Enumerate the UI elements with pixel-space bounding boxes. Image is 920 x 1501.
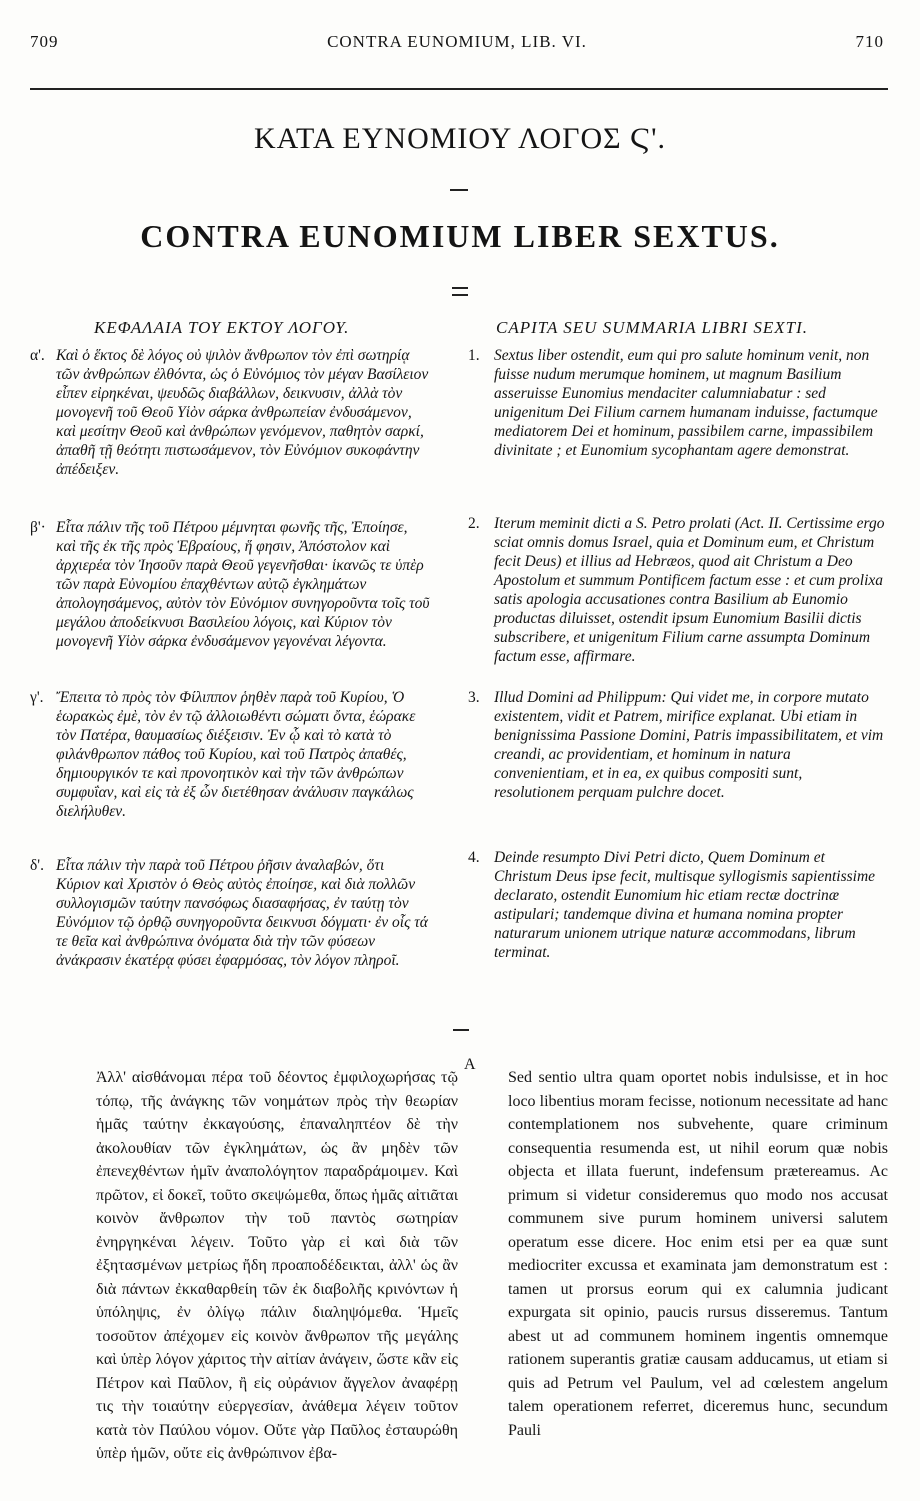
item-number: α'. <box>30 347 45 364</box>
running-head <box>30 32 884 60</box>
item-text: Εἶτα πάλιν τῆς τοῦ Πέτρου μέμνηται φωνῆς τῆς, Ἐποίησε, καὶ τῆς ἐκ τῆς πρὸς Ἑβραίους, ἥ φησιν, Ἀπόστολον καὶ ἀρχιερέα τὸν Ἰησοῦν παρὰ Θεοῦ γεγενῆσθαι· ἱκανῶς τε ὑπὲρ τῶν παρὰ Εὐνομίου ἐπαχθέντων αὐτῷ ἐγκλημάτων ἀπολογησάμενος, αὐτὸν τὸν Εὐνόμιον συνηγοροῦντα τοῖς τοῦ μεγάλου ἀποδείκνυσι Βασιλείου λόγοις, καὶ Κύριον τὸν μονογενῆ Υἱὸν σάρκα ἐνδυσάμενον γεγονέναι λέγοντα. <box>56 519 430 650</box>
greek-book-title: ΚΑΤΑ ΕΥΝΟΜΙΟΥ ΛΟΓΟΣ Ϛ'. <box>253 122 667 155</box>
title-divider <box>452 287 468 289</box>
item-text: Καὶ ὁ ἕκτος δὲ λόγος οὐ ψιλὸν ἄνθρωπον τὸν ἐπὶ σωτηρίᾳ τῶν ἀνθρώπων ἐλθόντα, ὡς ὁ Εὐνόμιος τὸν μέγαν Βασίλειον εἶπεν εἰρηκέναι, ψευδῶς διαβάλλων, δεικνυσιν, ἀλλὰ τὸν μονογενῆ τοῦ Θεοῦ Υἱὸν σάρκα ἀνθρωπείαν ἐνδυσάμενον, καὶ μεσίτην Θεοῦ καὶ ἀνθρώπων γενόμενον, παθητὸν σαρκί, ἀπαθῆ τῇ θεότητι πιστωσάμενον, τὸν Εὐνόμιον συκοφάντην ἀπέδειξεν. <box>56 347 429 478</box>
page-number-left: 709 <box>30 32 59 51</box>
latin-book-title: CONTRA EUNOMIUM LIBER SEXTUS. <box>140 218 780 254</box>
summary-item <box>30 346 431 479</box>
item-text: Sextus liber ostendit, eum qui pro salute hominum venit, non fuisse nudum merumque hominem, ut magnum Basilium asseruisse Eunomius mendaciter calumniabatur : sed unigenitum Dei Filium carnem humanam induisse, factumque mediatorem Dei et hominum, passibilem carne, impassibilem divinitate ; et Eunomium sycophantam agere demonstrat. <box>494 347 878 459</box>
greek-body-text: Ἀλλ' αἰσθάνομαι πέρα τοῦ δέοντος ἐμφιλοχωρήσας τῷ τόπῳ, τῆς ἀνάγκης τῶν νοημάτων πρὸς τὴν θεωρίαν ἡμᾶς ταύτην ἐκκαγούσης, ἐπαναληπτέον δὲ τὴν ἀκολουθίαν τῶν ἐγκλημάτων, ὡς ἂν μηδὲν τῶν ἐπενεχθέντων ἡμῖν ἀναπολόγητον παραδράμοιμεν. Καὶ πρῶτον, εἰ δοκεῖ, τοῦτο σκεψώμεθα, ὅπως ἡμᾶς αἰτιᾶται κοινὸν ἄνθρωπον τὴν τοῦ παντὸς σωτηρίαν ἐνηργηκέναι λέγειν. Τοῦτο γὰρ εἰ καὶ διὰ τῶν ἐξητασμένων μετρίως ἤδη προαποδέδεικται, ἀλλ' ὡς ἂν διὰ πάντων ἐκκαθαρθείη τῶν ἐκ διαβολῆς κρινόντων ἡ ὑπόληψις, ἐν ὀλίγῳ πάλιν διαληψόμεθα. Ἡμεῖς τοσοῦτον ἀπέχομεν εἰς κοινὸν ἄνθρωπον τῆς μεγάλης καὶ ὑπὲρ λόγον χάριτος τὴν αἰτίαν ἀνάγειν, ὥστε κἂν εἰς Πέτρον καὶ Παῦλον, ἢ εἰς οὐράνιον ἄγγελον ἀναφέρῃ τις τὴν τοιαύτην εὐεργεσίαν, ἀνάθεμα λέγειν τοῦτον κατὰ τὸν Παύλου νόμον. Οὔτε γὰρ Παῦλος ἐσταυρώθη ὑπὲρ ἡμῶν, οὔτε εἰς ἀνθρώπινον ἐβα- <box>96 1069 458 1462</box>
item-number: 1. <box>468 347 480 364</box>
title-divider <box>452 294 468 296</box>
summary-item <box>468 848 886 962</box>
item-text: Iterum meminit dicti a S. Petro prolati (Act. II. Certissime ergo sciat omnis domus Israel, quia et Dominum eum, et Christum fecit Deus) et illius ad Hebræos, quod ait Christum a Deo Apostolum et summum Pontificem factum esse : et cum prolixa satis apologia accusationes contra Basilium ab Eunomio productas diluisset, ostendit ipsum Eunomium Basilii dictis subscribere, et unigenitum Filium carne assumpta Dominum factum esse, affirmare. <box>494 515 885 665</box>
summary-item <box>30 856 431 970</box>
running-title: CONTRA EUNOMIUM, LIB. VI. <box>327 32 587 51</box>
latin-body-text: Sed sentio ultra quam oportet nobis indulsisse, et in hoc loco libentius moram fecisse, notionum necessitate ad hanc contemplationem nos subvehente, quare criminum consequentia resumenda est, ut nihil eorum quæ nobis objecta et illata fuerunt, indefensum prætereamus. Ac primum si videtur consideremus quo modo nos accusat communem sive purum hominem universi salutem operatum esse dicere. Hoc enim etsi per ea quæ sunt mediocriter excussa et examinata jam demonstratum est : tamen ut prorsus eorum qui ex calumnia judicant expurgata sit opinio, paucis rursus disseremus. Tantum abest ut ad communem hominem ingentis omnemque rationem superantis gratiæ causam adducamus, ut etiam si quis ad Petrum vel Paulum, vel ad cœlestem angelum talem operationem referret, diceremus hunc, secundum Pauli <box>508 1069 888 1439</box>
page-number-right: 710 <box>855 32 884 51</box>
item-text: Deinde resumpto Divi Petri dicto, Quem Dominum et Christum Deus ipse fecit, multisque syllogismis sapientissime declarato, ostendit Eunomium hic etiam rectæ doctrinæ astipulari; tandemque divina et humana nomina propter naturarum unionem utrique naturæ accommodans, librum terminat. <box>494 849 876 961</box>
item-number: 2. <box>468 515 480 532</box>
margin-marker: A <box>464 1056 476 1073</box>
item-number: β'· <box>30 519 46 536</box>
latin-summary-heading: CAPITA SEU SUMMARIA LIBRI SEXTI. <box>496 318 808 337</box>
summary-item <box>468 346 886 460</box>
summary-item <box>468 514 886 666</box>
summary-item <box>30 518 431 651</box>
title-divider <box>450 189 468 191</box>
header-rule <box>30 88 888 90</box>
summary-item <box>30 688 431 821</box>
summary-item <box>468 688 886 802</box>
greek-summary-heading: ΚΕΦΑΛΑΙΑ ΤΟΥ ΕΚΤΟΥ ΛΟΓΟΥ. <box>94 318 350 337</box>
item-number: 4. <box>468 849 480 866</box>
section-divider <box>453 1029 469 1031</box>
item-number: 3. <box>468 689 480 706</box>
item-text: Εἶτα πάλιν τὴν παρὰ τοῦ Πέτρου ῥῆσιν ἀναλαβών, ὅτι Κύριον καὶ Χριστὸν ὁ Θεὸς αὐτὸς ἐποίησε, καὶ διὰ πολλῶν συλλογισμῶν ταύτην πανσόφως διασαφήσας, ἐν ταύτῃ τὸν Εὐνόμιον τῷ ὀρθῷ συνηγοροῦντα δεικνυσι δόγματι· ἐν οἷς τά τε θεῖα καὶ ἀνθρώπινα ὀνόματα διὰ τὴν τῶν φύσεων ἀνάκρασιν ἑκατέρᾳ φύσει ἐφαρμόσας, τὸν λόγον πληροῖ. <box>56 857 428 969</box>
item-text: Illud Domini ad Philippum: Qui videt me, in corpore mutato existentem, vidit et Patrem, mirifice explanat. Ubi etiam in benignissima Passione Domini, Patris impassibilitatem, et vim creandi, ac providentiam, et hominum in natura convenientiam, et in ea, ex quibus compositi sunt, resolutionem perquam pulchre docet. <box>494 689 884 801</box>
item-number: γ'. <box>30 689 44 706</box>
item-text: Ἔπειτα τὸ πρὸς τὸν Φίλιππον ῥηθὲν παρὰ τοῦ Κυρίου, Ὁ ἑωρακὼς ἐμὲ, τὸν ἐν τῷ ἀλλοιωθέντι σώματι ὄντα, ἑώρακε τὸν Πατέρα, θαυμασίως διέξεισιν. Ἐν ᾧ καὶ τὸ κατὰ τὸ φιλάνθρωπον πάθος τοῦ Κυρίου, καὶ τοῦ Πατρὸς ἀπαθές, δημιουργικόν τε καὶ προνοητικὸν καὶ τὴν τῶν ἀνθρώπων συμφυΐαν, καὶ εἰς τὰ ἐξ ὧν διετέθησαν ἀνάλυσιν παγκάλως διελήλυθεν. <box>56 689 416 820</box>
item-number: δ'. <box>30 857 44 874</box>
